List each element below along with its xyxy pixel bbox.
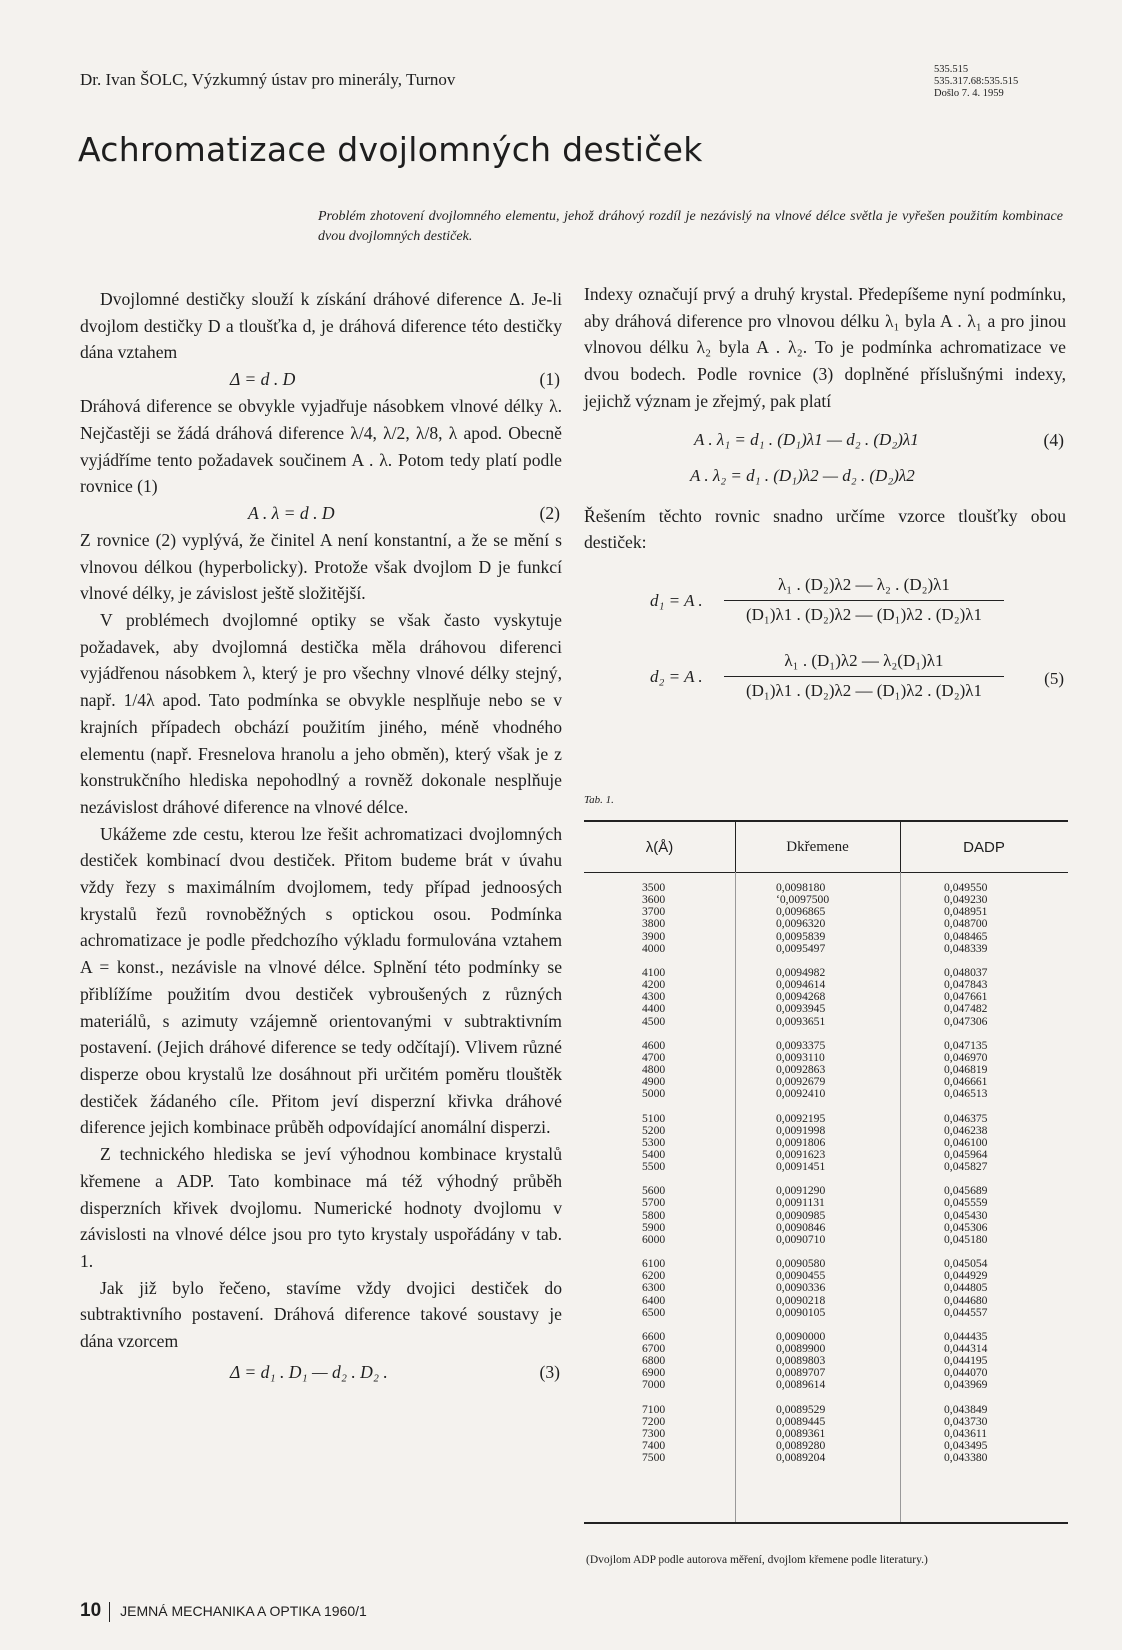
- equation-fraction: [724, 572, 1004, 628]
- abstract: Problém zhotovení dvojlomného elementu, jehož dráhový rozdíl je nezávislý na vlnové délce světla je vyřešen použitím kombinace dvou dvojlomných destiček.: [318, 209, 1063, 244]
- table-cell: 0,0093110: [776, 1050, 825, 1064]
- table-row-group: [776, 1331, 829, 1392]
- table-cell: 0,0090336: [776, 1281, 826, 1295]
- paragraph: V problémech dvojlomné optiky se však často vyskytuje požadavek, aby dvojlomná destička měla dráhovou diferenci vyjádřenou násobkem λ, který je pro všechny vlnové délky stejný, např. 1/4λ apod. Tato podmínka se obvykle nesplňuje nebo se v krajních případech obchází použitím jiného, méně vhodného elementu (např. Fresnelova hranolu a jeho obměn), který však je z konstrukčního hlediska nepohodlný a rovněž dokonale nesplňuje nezávislost dráhové diference na vlnové délce.: [80, 610, 562, 817]
- table-row-group: [776, 967, 829, 1028]
- equation-4a: [584, 427, 1066, 463]
- table-cell: 6400: [642, 1293, 666, 1307]
- table-cell: 5700: [642, 1196, 666, 1210]
- table-cell: 0,045827: [944, 1160, 988, 1174]
- table-cell: 0,0093651: [776, 1014, 826, 1028]
- table-cell: 5500: [642, 1160, 666, 1174]
- page-number: 10: [80, 1600, 102, 1621]
- footer-divider: [109, 1602, 110, 1622]
- table-cell: 0,0093945: [776, 1002, 826, 1016]
- table-cell: 4100: [642, 965, 666, 979]
- table-cell: 5000: [642, 1087, 666, 1101]
- table-cell: 6000: [642, 1232, 666, 1246]
- table-header-quartz: Dkřemene: [735, 822, 900, 873]
- table-row-group: [642, 1185, 665, 1246]
- equation-text: Δ = d₁ . D₁ — d₂ . D₂ .: [230, 1361, 388, 1382]
- table-cell: 4400: [642, 1002, 666, 1016]
- table-cell: 0,045964: [944, 1147, 988, 1161]
- equation-text: Δ = d . D: [230, 369, 296, 390]
- table-cell: 0,048700: [944, 917, 988, 931]
- equation-number: (1): [539, 369, 560, 390]
- table-cell: 0,0093375: [776, 1038, 826, 1052]
- table-cell: 3500: [642, 881, 666, 894]
- equation-5a: [584, 568, 1066, 644]
- table-cell: 0,0090580: [776, 1257, 826, 1271]
- table-cell: 5900: [642, 1220, 666, 1234]
- table-cell: 6700: [642, 1342, 666, 1355]
- table-cell: 0,0092679: [776, 1075, 826, 1089]
- table-row-group: [776, 1040, 829, 1101]
- table-cell: 0,044680: [944, 1293, 988, 1307]
- table-cell: 4900: [642, 1075, 666, 1089]
- equation-2: [80, 500, 562, 527]
- table-cell: 5400: [642, 1147, 666, 1161]
- table-cell: 4500: [642, 1014, 666, 1028]
- table-cell: 0,046661: [944, 1075, 988, 1089]
- table-row-group: [944, 967, 987, 1028]
- udc-code: 535.317.68:535.515: [934, 76, 1019, 87]
- table-label: Tab. 1.: [584, 794, 614, 806]
- table-cell: 6300: [642, 1281, 666, 1295]
- table-cell: 0,046513: [944, 1087, 988, 1101]
- table-cell: 0,046238: [944, 1123, 988, 1137]
- table-cell: 0,048037: [944, 965, 988, 979]
- table-divider: [900, 872, 901, 1522]
- table-cell: 0,0091623: [776, 1147, 826, 1161]
- udc-codes: [934, 64, 1018, 100]
- table-cell: 0,0092195: [776, 1111, 826, 1125]
- table-cell: 7000: [642, 1378, 666, 1392]
- equation-4b: [584, 463, 1066, 499]
- table-row-group: [944, 1113, 987, 1174]
- table-cell: 6500: [642, 1305, 666, 1319]
- equation-number: (5): [1044, 668, 1064, 688]
- table-cell: 0,046819: [944, 1063, 988, 1077]
- table-cell: 4800: [642, 1063, 666, 1077]
- table-cell: 0,048951: [944, 905, 988, 919]
- table-row-group: [944, 1331, 987, 1392]
- table-cell: 0,0091998: [776, 1123, 826, 1137]
- table-cell: 0,049230: [944, 893, 988, 907]
- table-cell: 0,0089614: [776, 1378, 826, 1392]
- table-column-adp: [944, 882, 987, 1476]
- paragraph: Jak již bylo řečeno, stavíme vždy dvojici destiček do subtraktivního postavení. Dráhová diference takové soustavy je dána vzorcem: [80, 1277, 562, 1352]
- table-cell: 5200: [642, 1123, 666, 1137]
- table-cell: 3700: [642, 905, 666, 919]
- table-cell: 0,045559: [944, 1196, 988, 1210]
- table-cell: 4200: [642, 978, 666, 992]
- table-row-group: [776, 1404, 829, 1465]
- equation-number: (3): [539, 1361, 560, 1382]
- table-cell: 0,0092863: [776, 1063, 826, 1077]
- table-cell: 0,047135: [944, 1038, 988, 1052]
- equation-text: A . λ = d . D: [248, 502, 335, 523]
- table-row-group: [642, 1113, 665, 1174]
- table-cell: 5100: [642, 1111, 666, 1125]
- table-cell: 0,0089803: [776, 1354, 826, 1368]
- table-cell: 7400: [642, 1439, 666, 1453]
- table-divider: [735, 872, 736, 1522]
- paragraph: Ukážeme zde cestu, kterou lze řešit achromatizaci dvojlomných destiček kombinací dvou destiček. Přitom budeme brát v úvahu vždy řezy s maximálním dvojlomem, tedy případ jednoosých krystalů řezů rovnoběžných s optickou osou. Podmínka achromatizace je podle předchozího výkladu formulována vztahem A = konst., nezávisle na vlnové délce. Splnění této podmínky se přiblížíme použitím dvou destiček vybroušených z různých materiálů, s azimuty vzájemně orientovanými v subtraktivním postavení. (Jejich dráhové diference se tedy odčítají). Vlivem různé disperze obou krystalů lze dosáhnout při určitém poměru tlouštěk destiček žádaného cíle. Přitom jeví disperzní křivka dráhové diference jejich kombinace průběh odpovídající anomální disperzi.: [80, 823, 562, 1138]
- table-cell: 0,0090710: [776, 1232, 826, 1246]
- table-cell: 0,043495: [944, 1439, 988, 1453]
- table-cell: 0,047306: [944, 1014, 988, 1028]
- table-cell: 0,044435: [944, 1329, 988, 1343]
- table-row-group: [776, 1185, 829, 1246]
- table-cell: 0,044195: [944, 1354, 988, 1368]
- fraction-denominator: (D₁)λ1 . (D₂)λ2 — (D₁)λ2 . (D₂)λ1: [745, 604, 983, 624]
- table-note: (Dvojlom ADP podle autorova měření, dvojlom křemene podle literatury.): [586, 1554, 928, 1566]
- table-cell: ‘0,0097500: [776, 893, 830, 907]
- table-cell: 4700: [642, 1050, 666, 1064]
- received-date: Došlo 7. 4. 1959: [934, 88, 1004, 99]
- table-row-group: [944, 1258, 987, 1319]
- table-row-group: [944, 1185, 987, 1246]
- table-cell: 7500: [642, 1451, 666, 1465]
- table-cell: 0,045306: [944, 1220, 988, 1234]
- equation-number: (4): [1043, 429, 1064, 450]
- table-cell: 0,0091290: [776, 1184, 826, 1198]
- table-cell: 0,0096865: [776, 905, 826, 919]
- table-cell: 0,0090846: [776, 1220, 826, 1234]
- table-cell: 0,0090985: [776, 1208, 826, 1222]
- table-cell: 0,0095497: [776, 941, 826, 955]
- table-cell: 0,048465: [944, 929, 988, 943]
- table-cell: 3800: [642, 917, 666, 931]
- table-cell: 6800: [642, 1354, 666, 1368]
- table-cell: 0,043730: [944, 1414, 988, 1428]
- equation-lhs: d₁ = A .: [650, 590, 703, 610]
- article-title: Achromatizace dvojlomných destiček: [78, 130, 703, 169]
- table-row-group: [642, 1331, 665, 1392]
- table-cell: 0,045430: [944, 1208, 988, 1222]
- table-cell: 0,047661: [944, 990, 988, 1004]
- equation-fraction: [724, 648, 1004, 704]
- table-cell: 0,0089707: [776, 1366, 826, 1380]
- equation-number: (2): [539, 502, 560, 523]
- table-cell: 7100: [642, 1402, 666, 1416]
- paragraph: Z technického hlediska se jeví výhodnou kombinace krystalů křemene a ADP. Tato kombinace má též výhodný průběh disperzních křivek dvojlomu. Numerické hodnoty dvojlomu v závislosti na vlnové délce jsou pro tyto krystaly uspořádány v tab. 1.: [80, 1144, 562, 1271]
- journal-name: JEMNÁ MECHANIKA A OPTIKA 1960/1: [120, 1603, 367, 1619]
- table-cell: 0,045054: [944, 1257, 988, 1271]
- table-row-group: [776, 882, 829, 955]
- table-cell: 0,044929: [944, 1269, 988, 1283]
- table-row-group: [642, 1040, 665, 1101]
- table-cell: 0,0089204: [776, 1451, 826, 1465]
- table-cell: 0,0092410: [776, 1087, 826, 1101]
- table-header-wavelength: λ(Å): [584, 822, 735, 873]
- table-row-group: [642, 967, 665, 1028]
- table-cell: 0,043969: [944, 1378, 988, 1392]
- table-cell: 5600: [642, 1184, 666, 1198]
- table-cell: 0,0091806: [776, 1135, 826, 1149]
- equation-5b: [584, 644, 1066, 720]
- table-cell: 0,0096320: [776, 917, 826, 931]
- paragraph: Z rovnice (2) vyplývá, že činitel A není konstantní, a že se mění s vlnovou délkou (hyperbolicky). Protože však dvojlom D je funkcí vlnové délky, je závislost ještě složitější.: [80, 529, 562, 604]
- table-cell: 3900: [642, 929, 666, 943]
- table-cell: 0,048339: [944, 941, 988, 955]
- table-cell: 0,044805: [944, 1281, 988, 1295]
- table-cell: 4000: [642, 941, 666, 955]
- table-cell: 0,0095839: [776, 929, 826, 943]
- table-cell: 6200: [642, 1269, 666, 1283]
- fraction-numerator: λ₁ . (D₁)λ2 — λ₂(D₁)λ1: [724, 648, 1004, 677]
- fraction-denominator: (D₁)λ1 . (D₂)λ2 — (D₁)λ2 . (D₂)λ1: [745, 680, 983, 700]
- page-footer: [80, 1600, 367, 1622]
- table-row-group: [944, 882, 987, 955]
- table-row-group: [642, 1258, 665, 1319]
- table-row-group: [642, 882, 665, 955]
- author-line: Dr. Ivan ŠOLC, Výzkumný ústav pro minerály, Turnov: [80, 70, 456, 89]
- table-cell: 0,044557: [944, 1305, 988, 1319]
- birefringence-table: [584, 820, 1068, 1524]
- table-divider: [735, 822, 736, 872]
- table-column-wavelength: [642, 882, 665, 1476]
- fraction-numerator: λ₁ . (D₂)λ2 — λ₂ . (D₂)λ1: [724, 572, 1004, 601]
- table-divider: [900, 822, 901, 872]
- table-cell: 4600: [642, 1038, 666, 1052]
- table-cell: 0,0098180: [776, 881, 826, 894]
- left-column: [80, 286, 562, 1386]
- table-row-group: [776, 1258, 829, 1319]
- table-cell: 6600: [642, 1329, 666, 1343]
- table-cell: 6900: [642, 1366, 666, 1380]
- table-cell: 0,0091451: [776, 1160, 826, 1174]
- udc-code: 535.515: [934, 64, 969, 75]
- equation-text: A . λ₂ = d₁ . (D₁)λ2 — d₂ . (D₂)λ2: [690, 465, 915, 485]
- table-cell: 0,0090455: [776, 1269, 826, 1283]
- equation-1: [80, 366, 562, 393]
- table-cell: 0,046375: [944, 1111, 988, 1125]
- table-cell: 0,0090000: [776, 1329, 826, 1343]
- table-column-quartz: [776, 882, 829, 1476]
- table-cell: 0,045689: [944, 1184, 988, 1198]
- table-cell: 0,044314: [944, 1342, 988, 1355]
- table-cell: 0,0089529: [776, 1402, 826, 1416]
- table-cell: 0,0094268: [776, 990, 826, 1004]
- table-cell: 7200: [642, 1414, 666, 1428]
- table-cell: 0,0090218: [776, 1293, 826, 1307]
- table-cell: 0,0089361: [776, 1426, 826, 1440]
- table-cell: 0,047843: [944, 978, 988, 992]
- table-cell: 0,0091131: [776, 1196, 825, 1210]
- table-row-group: [944, 1040, 987, 1101]
- table-row-group: [776, 1113, 829, 1174]
- table-row-group: [944, 1404, 987, 1465]
- paragraph: Řešením těchto rovnic snadno určíme vzorce tloušťky obou destiček:: [584, 505, 1066, 553]
- paragraph: Indexy označují prvý a druhý krystal. Předepíšeme nyní podmínku, aby dráhová diference pro vlnovou délku λ₁ byla A . λ₁ a pro jinou vlnovou délku λ₂ byla A . λ₂. To je podmínka achromatizace ve dvou bodech. Podle rovnice (3) doplněné příslušnými indexy, jejichž význam je zřejmý, pak platí: [584, 284, 1066, 411]
- table-cell: 3600: [642, 893, 666, 907]
- table-cell: 0,0089280: [776, 1439, 826, 1453]
- right-column: [584, 281, 1066, 720]
- table-header-adp: DADP: [900, 822, 1068, 873]
- table-cell: 0,0089900: [776, 1342, 826, 1355]
- table-cell: 0,046970: [944, 1050, 988, 1064]
- table-cell: 0,043611: [944, 1426, 988, 1440]
- table-cell: 0,0094982: [776, 965, 826, 979]
- table-cell: 4300: [642, 990, 666, 1004]
- equation-text: A . λ₁ = d₁ . (D₁)λ1 — d₂ . (D₂)λ1: [694, 429, 919, 449]
- table-cell: 5300: [642, 1135, 666, 1149]
- table-cell: 0,0089445: [776, 1414, 826, 1428]
- table-cell: 0,0090105: [776, 1305, 826, 1319]
- table-cell: 0,046100: [944, 1135, 988, 1149]
- table-cell: 0,049550: [944, 881, 988, 894]
- table-cell: 0,047482: [944, 1002, 988, 1016]
- table-row-group: [642, 1404, 665, 1465]
- table-cell: 0,043849: [944, 1402, 988, 1416]
- equation-3: [80, 1359, 562, 1386]
- equation-lhs: d₂ = A .: [650, 666, 703, 686]
- table-cell: 0,044070: [944, 1366, 988, 1380]
- table-cell: 5800: [642, 1208, 666, 1222]
- paragraph: Dvojlomné destičky slouží k získání dráhové diference Δ. Je-li dvojlom destičky D a tloušťka d, je dráhová diference této destičky dána vztahem: [80, 289, 562, 363]
- table-cell: 0,045180: [944, 1232, 988, 1246]
- table-cell: 6100: [642, 1257, 666, 1271]
- table-cell: 0,043380: [944, 1451, 988, 1465]
- paragraph: Dráhová diference se obvykle vyjadřuje násobkem vlnové délky λ. Nejčastěji se žádá dráhová diference λ/4, λ/2, λ/8, λ apod. Obecně vyjádříme tento požadavek součinem A . λ. Potom tedy platí podle rovnice (1): [80, 396, 562, 497]
- table-cell: 7300: [642, 1426, 666, 1440]
- table-cell: 0,0094614: [776, 978, 826, 992]
